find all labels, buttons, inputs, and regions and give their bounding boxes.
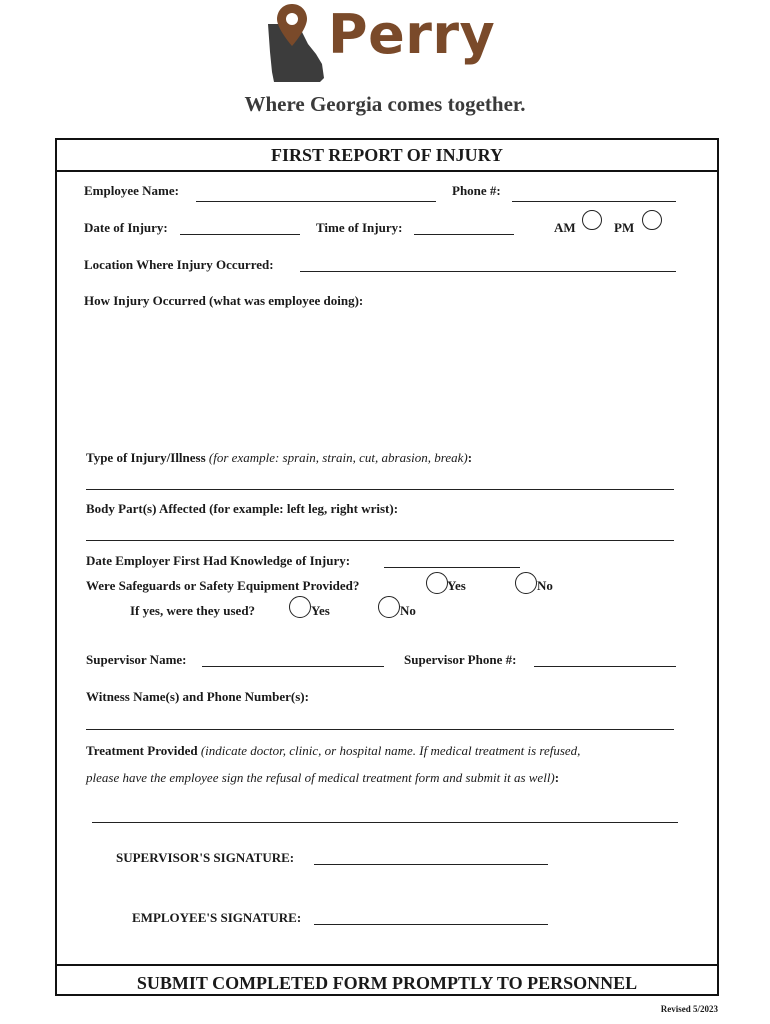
treatment-hint-2: please have the employee sign the refusal of medical treatment form and submit it as well) [86,770,555,785]
type-of-injury-row [86,450,472,466]
supervisor-name-label: Supervisor Name: [86,652,187,667]
used-no-label: No [400,603,416,618]
employee-signature-label: EMPLOYEE'S SIGNATURE: [132,910,302,925]
safeguards-yes-radio[interactable] [426,572,448,594]
treatment-colon: : [554,770,560,785]
revised-date: Revised 5/2023 [660,1004,718,1014]
safeguards-no-radio[interactable] [515,572,537,594]
pm-label: PM [614,220,635,235]
tagline: Where Georgia comes together. [244,92,526,116]
location-field[interactable] [300,271,676,272]
pm-radio[interactable] [642,210,662,230]
body-part-field[interactable] [86,540,674,541]
treatment-label: Treatment Provided [86,743,198,758]
supervisor-signature-label: SUPERVISOR'S SIGNATURE: [116,850,295,865]
how-occurred-area[interactable] [84,312,676,442]
time-of-injury-field[interactable] [414,234,514,235]
treatment-hint-1: (indicate doctor, clinic, or hospital name. If medical treatment is refused, [200,743,581,758]
supervisor-phone-field[interactable] [534,666,676,667]
used-yes-radio[interactable] [289,596,311,618]
phone-label: Phone #: [452,183,501,198]
type-of-injury-label: Type of Injury/Illness [86,450,206,465]
am-radio[interactable] [582,210,602,230]
safeguards-no-label: No [537,578,553,593]
safeguards-label: Were Safeguards or Safety Equipment Provided? [86,578,360,593]
date-of-injury-label: Date of Injury: [84,220,168,235]
treatment-row [86,743,580,759]
georgia-map-pin-icon [262,2,332,90]
treatment-row-2 [86,770,559,786]
knowledge-date-label: Date Employer First Had Knowledge of Injury: [86,553,351,568]
time-of-injury-label: Time of Injury: [316,220,403,235]
supervisor-name-field[interactable] [202,666,384,667]
body-part-label: Body Part(s) Affected (for example: left leg, right wrist): [86,501,399,516]
supervisor-phone-label: Supervisor Phone #: [404,652,517,667]
phone-field[interactable] [512,201,676,202]
safeguards-yes-label: Yes [447,578,466,593]
type-of-injury-field[interactable] [86,489,674,490]
type-of-injury-colon: : [467,450,473,465]
used-yes-label: Yes [311,603,330,618]
brand-name: Perry [328,3,496,66]
location-label: Location Where Injury Occurred: [84,257,274,272]
submit-banner: SUBMIT COMPLETED FORM PROMPTLY TO PERSONNEL [55,964,719,996]
date-of-injury-field[interactable] [180,234,300,235]
form-title: FIRST REPORT OF INJURY [55,138,719,172]
knowledge-date-field[interactable] [384,567,520,568]
employee-name-label: Employee Name: [84,183,179,198]
used-label: If yes, were they used? [130,603,256,618]
how-occurred-label: How Injury Occurred (what was employee doing): [84,293,364,308]
type-of-injury-hint: (for example: sprain, strain, cut, abrasion, break) [208,450,468,465]
am-label: AM [554,220,576,235]
witness-field[interactable] [86,729,674,730]
witness-label: Witness Name(s) and Phone Number(s): [86,689,309,704]
supervisor-signature-field[interactable] [314,864,548,865]
employee-signature-field[interactable] [314,924,548,925]
treatment-field[interactable] [92,822,678,823]
used-no-radio[interactable] [378,596,400,618]
employee-name-field[interactable] [196,201,436,202]
